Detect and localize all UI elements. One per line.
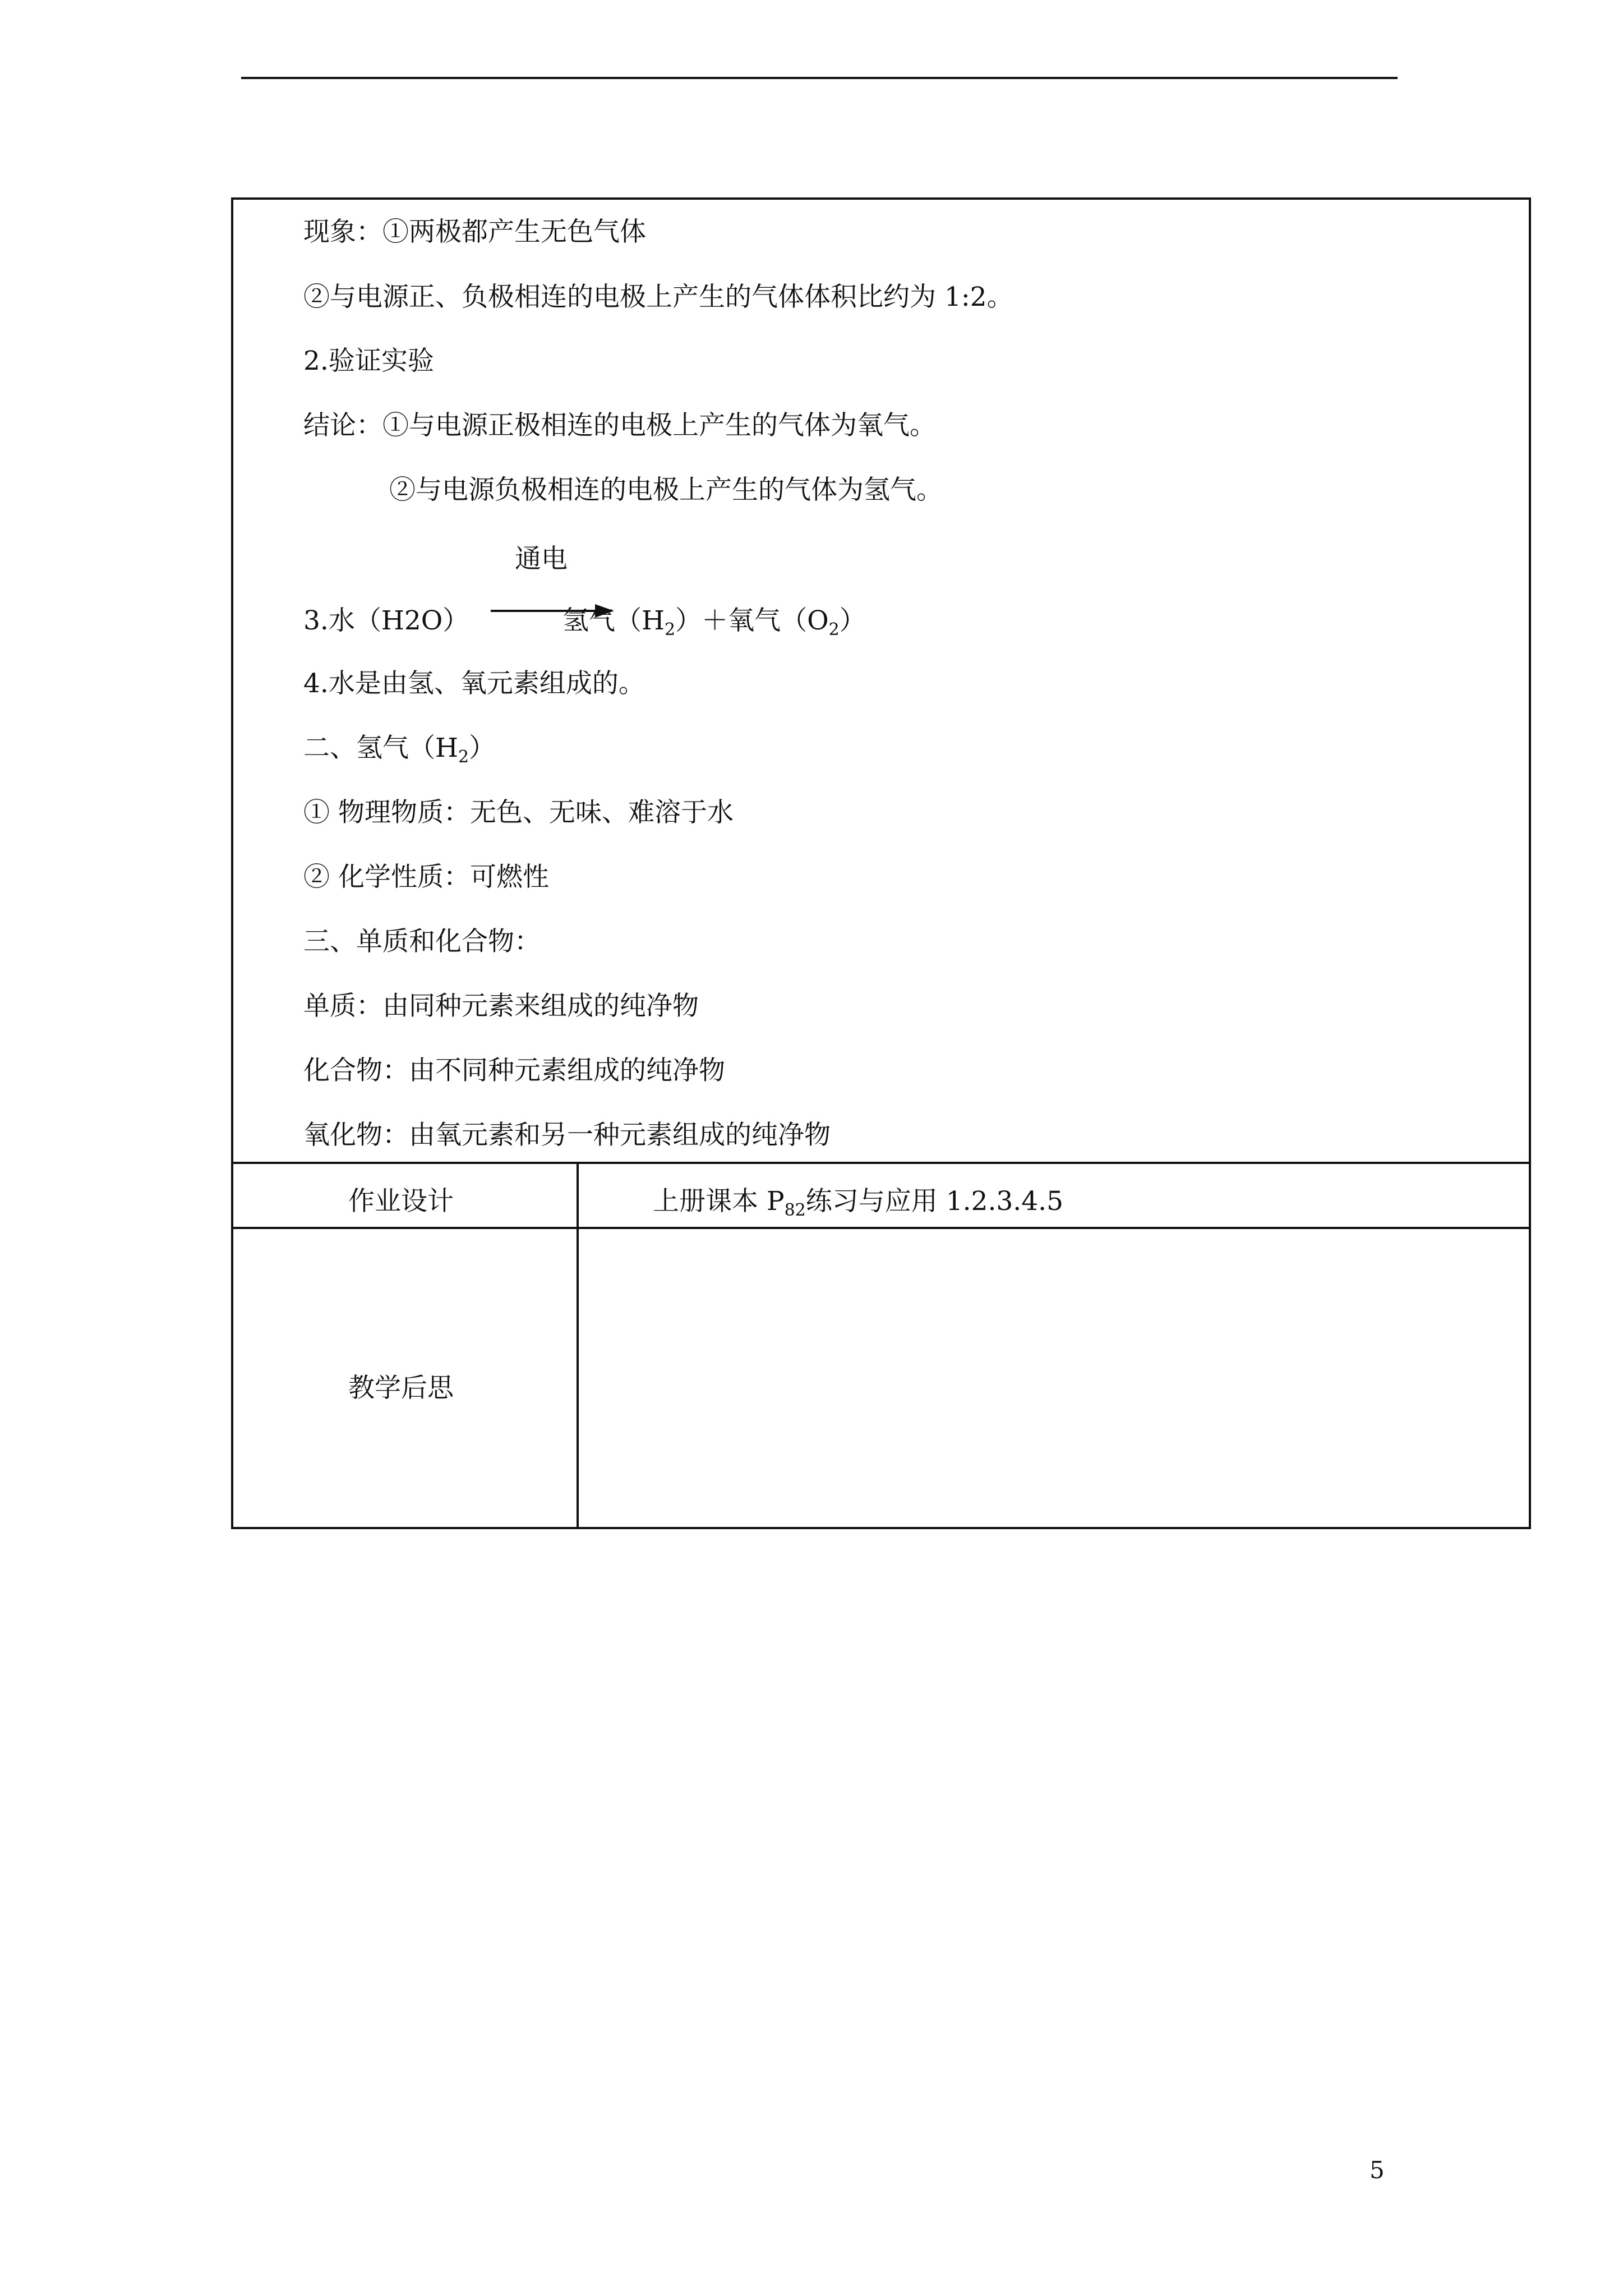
homework-label: 作业设计 bbox=[348, 1186, 454, 1217]
reaction-condition: 通电 bbox=[515, 544, 568, 574]
homework-value: 上册课本 $P_{82}$练习与应用 1.2.3.4.5 bbox=[653, 1186, 1063, 1220]
product-close: ） bbox=[839, 605, 866, 636]
composition-line: 4.水是由氢、氧元素组成的。 bbox=[303, 668, 645, 699]
column-divider bbox=[577, 1162, 579, 1527]
hydrogen-subscript: 2 bbox=[665, 620, 676, 639]
row-divider-homework bbox=[233, 1162, 1529, 1164]
verification-heading: 2.验证实验 bbox=[303, 346, 434, 376]
chemical-properties: ② 化学性质：可燃性 bbox=[303, 862, 549, 892]
header-rule bbox=[241, 77, 1398, 79]
page-number: 5 bbox=[1370, 2156, 1385, 2184]
reaction-products bbox=[562, 605, 866, 639]
conclusion-line-1: 结论：①与电源正极相连的电极上产生的气体为氧气。 bbox=[303, 410, 936, 441]
reflection-label: 教学后思 bbox=[348, 1373, 454, 1404]
definition-element: 单质：由同种元素来组成的纯净物 bbox=[303, 991, 699, 1022]
oxygen-subscript: 2 bbox=[828, 620, 840, 639]
definition-oxide: 氧化物：由氧元素和另一种元素组成的纯净物 bbox=[303, 1120, 831, 1151]
phenomenon-line-1: 现象：①两极都产生无色气体 bbox=[303, 217, 646, 247]
hydrogen-heading-subscript: 2 bbox=[458, 747, 469, 767]
row-divider-reflection bbox=[233, 1227, 1529, 1229]
product-hydrogen-label: 氢气（H bbox=[562, 605, 665, 636]
reaction-reactant: 3.水（H2O） bbox=[303, 605, 469, 636]
section-three-heading: 三、单质和化合物： bbox=[303, 926, 541, 957]
conclusion-line-2: ②与电源负极相连的电极上产生的气体为氢气。 bbox=[389, 475, 943, 505]
product-oxygen-label: ）＋氧气（O bbox=[675, 605, 829, 636]
page-subscript: 82 bbox=[784, 1200, 806, 1220]
definition-compound: 化合物：由不同种元素组成的纯净物 bbox=[303, 1055, 725, 1086]
phenomenon-line-2: ②与电源正、负极相连的电极上产生的气体体积比约为 1:2。 bbox=[303, 282, 1013, 312]
physical-properties: ① 物理物质：无色、无味、难溶于水 bbox=[303, 797, 734, 828]
hydrogen-heading: 二、氢气$(H_2)$ bbox=[303, 733, 496, 767]
